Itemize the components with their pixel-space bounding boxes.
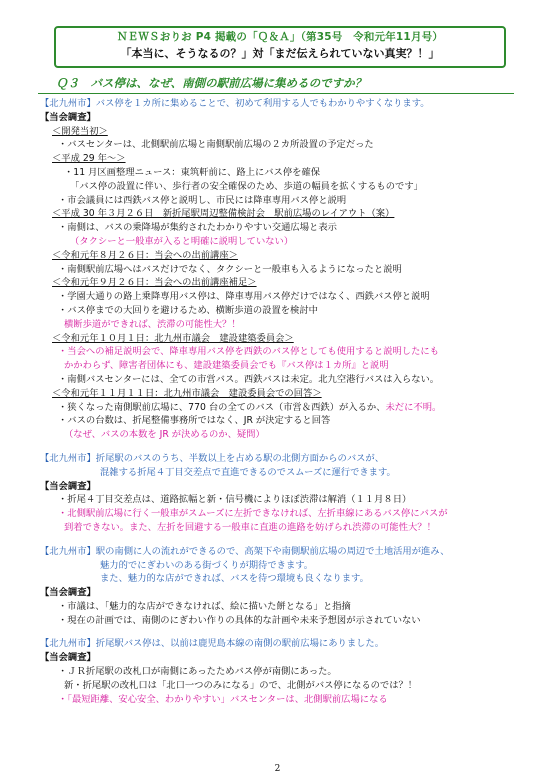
text-segment: 横断歩道ができれば、渋滞の可能性大？！ — [64, 318, 241, 330]
text-line — [40, 263, 530, 277]
text-segment: 混雑する折尾４丁目交差点で直進できるのでスムーズに運行できます。 — [100, 466, 396, 478]
page-number: 2 — [274, 764, 281, 774]
text-line — [40, 125, 530, 139]
text-line — [40, 651, 530, 665]
text-line — [40, 166, 530, 180]
text-segment: 魅力的でにぎわいのある街づくりが期待できます。 — [100, 559, 314, 571]
text-line — [40, 180, 530, 194]
text-segment: ・学園大通りの路上乗降専用バス停は、降車専用バス停だけではなく、西鉄バス停と説明 — [58, 291, 430, 303]
text-segment: ・11 月区画整理ニュース：東筑軒前に、路上にバス停を確保 — [64, 166, 321, 178]
text-line — [40, 614, 530, 628]
text-line — [40, 572, 530, 586]
text-line — [40, 521, 530, 535]
text-segment: 未だに不明。 — [385, 401, 442, 413]
text-line — [40, 194, 530, 208]
text-segment: （タクシーと一般車が入ると明確に説明していない） — [70, 235, 294, 247]
text-line — [40, 559, 530, 573]
text-line — [40, 373, 530, 387]
text-line — [40, 693, 530, 707]
text-segment: 「バス停の設置に伴い、歩行者の安全確保のため、歩道の幅員を拡くするものです」 — [70, 180, 423, 192]
text-segment: ・バスセンターは、北側駅前広場と南側駅前広場の２カ所設置の予定だった — [58, 139, 374, 151]
text-segment: ・当会への補足説明会で、降車専用バス停を西鉄のバス停としても使用すると説明したにも — [58, 346, 439, 358]
text-line — [40, 493, 530, 507]
text-line — [40, 207, 530, 221]
speaker-tag: 【北九州市】 — [40, 452, 96, 464]
text-segment: 【当会調査】 — [40, 652, 96, 664]
text-line — [40, 679, 530, 693]
text-line — [40, 111, 530, 125]
text-segment: ・南側駅前広場へはバスだけでなく、タクシーと一般車も入るようになったと説明 — [58, 263, 402, 275]
text-segment: ・北側駅前広場に行く一般車がスムーズに左折できなければ、左折車線にあるバス停にバスが — [58, 508, 448, 520]
text-segment: ・市議は、「魅力的な店ができなければ、絵に描いた餅となる」と指摘 — [58, 600, 351, 612]
text-segment: かかわらず、障害者団体にも、建設建築委員会でも『バス停は１カ所』と説明 — [64, 360, 389, 372]
text-segment: 【当会調査】 — [40, 111, 96, 123]
text-segment: ・南側バスセンターには、全ての市営バス。西鉄バスは未定。北九空港行バスは入らない。 — [58, 373, 440, 385]
text-segment: ・現在の計画では、南側のにぎわい作りの具体的な計画や未来予想図が示されていない — [58, 614, 421, 626]
text-line — [40, 249, 530, 263]
speaker-tag: 【北九州市】 — [40, 98, 96, 109]
text-segment: 【当会調査】 — [40, 480, 96, 492]
text-line — [40, 359, 530, 373]
text-line — [40, 97, 530, 111]
text-line — [40, 235, 530, 249]
text-line — [40, 480, 530, 494]
text-segment: 【当会調査】 — [40, 587, 96, 599]
text-segment: 折尾駅のバスのうち、半数以上を占める駅の北側方面からのバスが、 — [95, 452, 385, 464]
text-segment: ・市会議員には西鉄バス停と説明し、市民には降車専用バス停と説明 — [58, 194, 347, 206]
text-line — [40, 428, 530, 442]
text-segment: ＜令和元年８月２６日：当会への出前講座＞ — [52, 249, 238, 261]
text-segment: ・南側は、バスの乗降場が集約されたわかりやすい交通広場と表示 — [58, 222, 337, 234]
speaker-tag: 【北九州市】 — [40, 545, 96, 557]
header-title: ＮＥＷＳおりお P4 掲載の「Ｑ＆Ａ」（第35号 令和元年11月号） — [116, 31, 444, 43]
text-segment: ・ＪＲ折尾駅の改札口が南側にあったためバス停が南側にあった。 — [58, 666, 337, 678]
text-line — [40, 332, 530, 346]
text-segment: 到着できない。また、左折を回避する一般車に直進の進路を妨げられ渋滞の可能性大？！ — [64, 521, 436, 533]
speaker-tag: 【北九州市】 — [40, 638, 96, 650]
text-line — [40, 138, 530, 152]
text-line — [40, 345, 530, 359]
text-line — [40, 637, 530, 651]
text-line — [40, 665, 530, 679]
text-segment: ＜平成 29 年～＞ — [52, 153, 126, 165]
answer-body — [40, 97, 530, 706]
text-line — [40, 276, 530, 290]
text-line — [40, 414, 530, 428]
text-line — [40, 466, 530, 480]
text-line — [40, 221, 530, 235]
text-line — [40, 152, 530, 166]
text-line — [40, 545, 530, 559]
header-subtitle: 「本当に、そうなるの？」対「まだ伝えられていない真実？！」 — [120, 47, 440, 60]
text-segment: 折尾駅バス停は、以前は鹿児島本線の南側の駅前広場にありました。 — [95, 638, 385, 650]
text-line — [40, 452, 530, 466]
text-segment: ＜令和元年１０月１日：北九州市議会 建設建築委員会＞ — [52, 332, 294, 344]
text-line — [40, 586, 530, 600]
text-line — [40, 600, 530, 614]
question-heading — [38, 76, 514, 94]
text-segment: ＜令和元年９月２６日：当会への出前講座補足＞ — [52, 277, 257, 289]
text-line — [40, 304, 530, 318]
text-segment: 駅の南側に人の流れができるので、高架下や南側駅前広場の周辺で土地活用が進み、 — [95, 545, 450, 557]
text-segment: ・折尾４丁目交差点は、道路拡幅と新・信号機によりほぼ渋滞は解消（１１月８日） — [58, 494, 412, 506]
text-segment: バス停を１カ所に集めることで、初めて利用する人でもわかりやすくなります。 — [95, 98, 430, 109]
section-gap — [40, 535, 530, 545]
section-gap — [40, 442, 530, 452]
text-line — [40, 387, 530, 401]
text-segment: （なぜ、バスの本数を JR が決めるのか、疑問） — [64, 429, 265, 441]
question-text: Ｑ３ バス停は、なぜ、南側の駅前広場に集めるのですか？ — [56, 76, 367, 90]
text-segment: ・「最短距離、安心安全、わかりやすい」バスセンターは、北側駅前広場になる — [58, 693, 388, 705]
text-line — [40, 401, 530, 415]
text-segment: また、魅力的な店ができれば、バスを待つ環境も良くなります。 — [100, 573, 369, 585]
text-segment: ＜令和元年１１月１１日：北九州市議会 建設委員会での回答＞ — [52, 387, 322, 399]
text-segment: ・バスの台数は、折尾整備事務所ではなく、JR が決定すると回答 — [58, 415, 331, 427]
text-line — [40, 318, 530, 332]
text-segment: ＜平成 30 年３月２６日 新折尾駅周辺整備検討会 駅前広場のレイアウト（案） — [52, 208, 395, 220]
section-gap — [40, 627, 530, 637]
text-line — [40, 290, 530, 304]
newsletter-header-box — [54, 26, 506, 68]
text-line — [40, 507, 530, 521]
text-segment: 新・折尾駅の改札口は「北口一つのみになる」ので、北側がバス停になるのでは？！ — [64, 679, 418, 691]
text-segment: ・バス停までの大回りを避けるため、横断歩道の設置を検討中 — [58, 304, 318, 316]
text-segment: ＜開発当初＞ — [52, 125, 108, 137]
text-segment: ・狭くなった南側駅前広場に、770 台の全てのバス（市営＆西鉄）が入るか、 — [58, 401, 386, 413]
